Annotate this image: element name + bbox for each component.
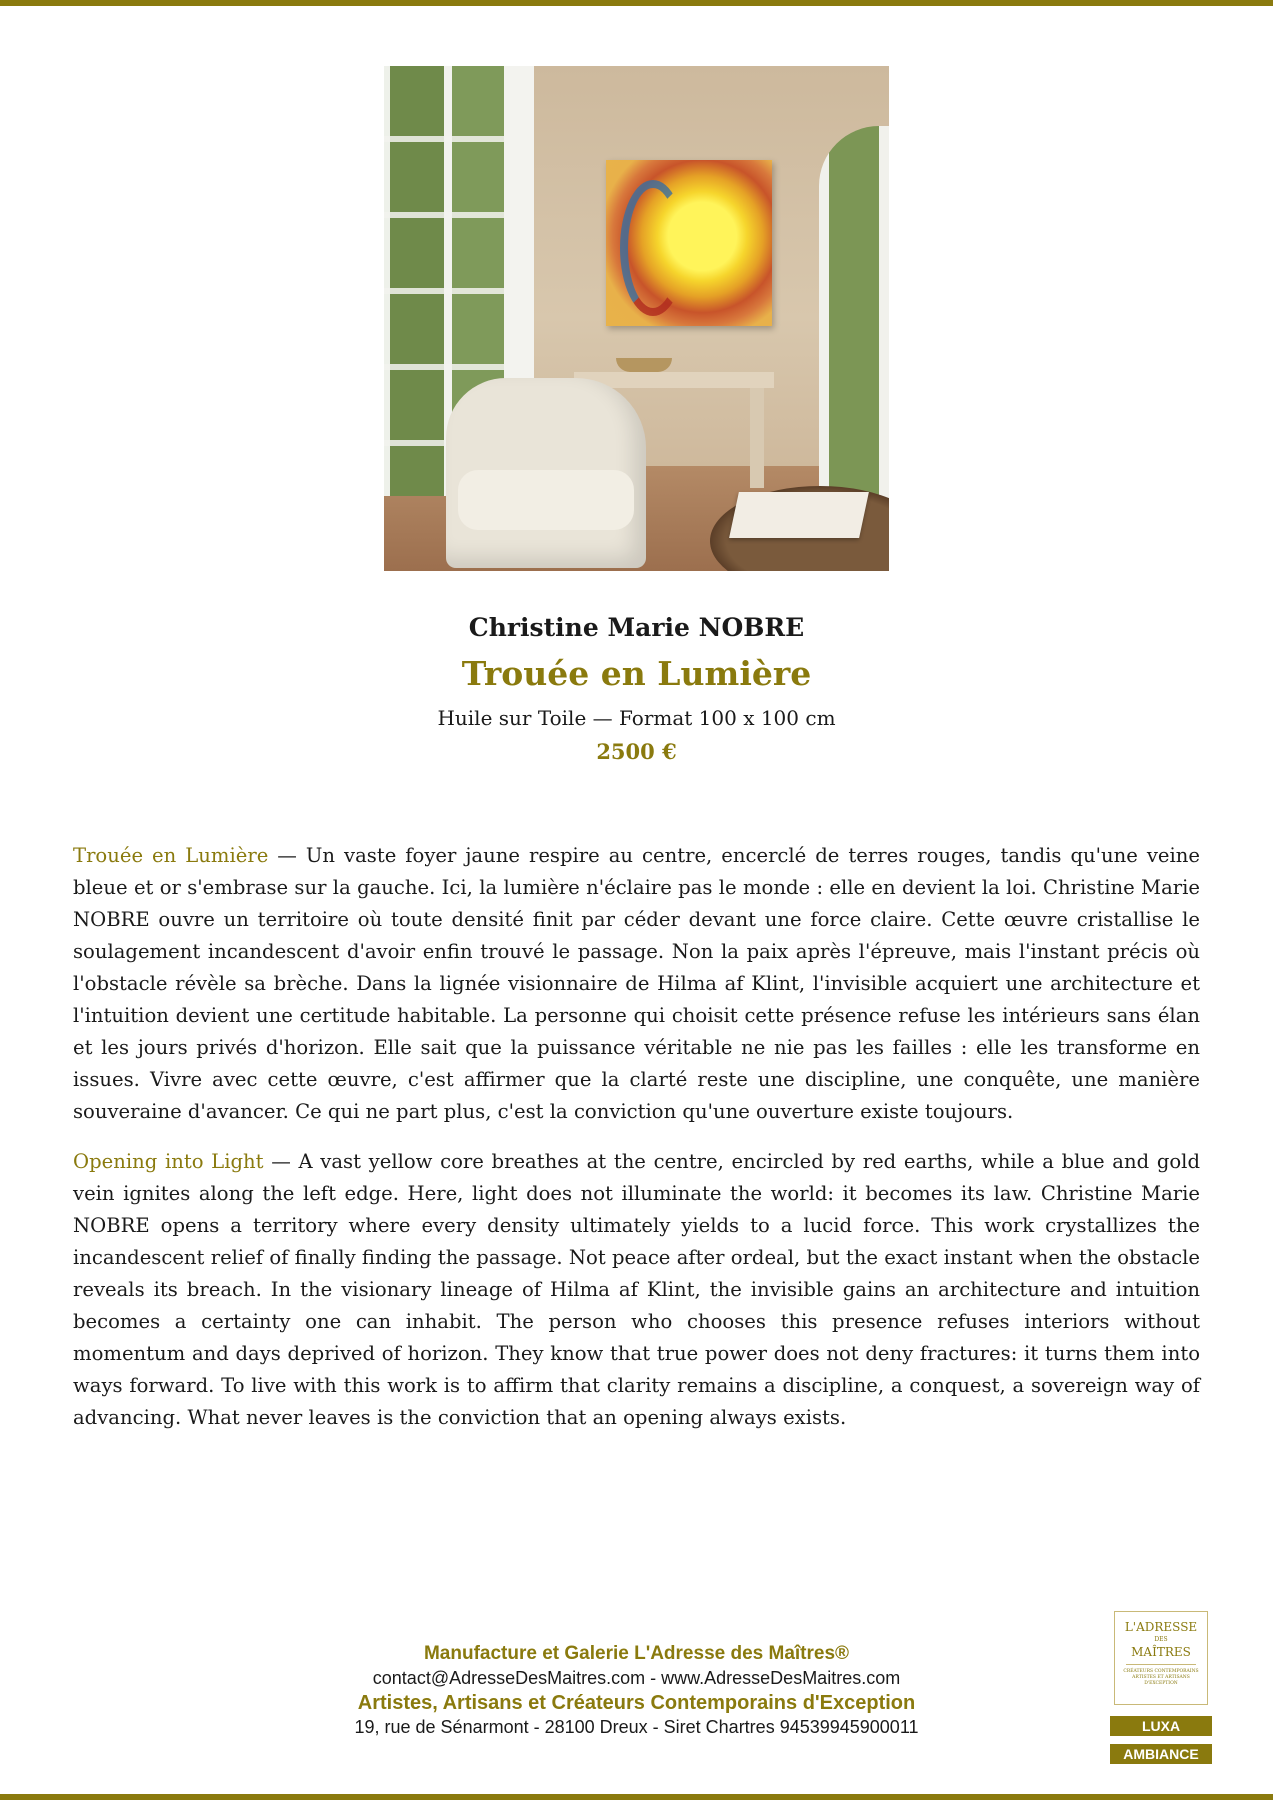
description-fr (73, 840, 1200, 1128)
bottom-accent-bar (0, 1794, 1273, 1800)
photo-open-book (729, 492, 869, 538)
artwork-title: Trouée en Lumière (461, 654, 812, 693)
description-en (73, 1146, 1200, 1434)
description-en-text: — A vast yellow core breathes at the centre, encircled by red earths, while a blue and gold vein ignites along the left edge. Here, light does not illuminate the world: it becomes its law. Christine Marie NOBRE opens a territory where every density ultimately yields to a lucid force. This work crystallizes the incandescent relief of finally finding the passage. Not peace after ordeal, but the exact instant when the obstacle reveals its breach. In the visionary lineage of Hilma af Klint, the invisible gains an architecture and intuition becomes a certainty one can inhabit. The person who chooses this presence refuses interiors without momentum and days deprived of horizon. They know that true power does not deny fractures: it turns them into ways forward. To live with this work is to affirm that clarity remains a discipline, a conquest, a sovereign way of advancing. What never leaves is the conviction that an opening always exists. (73, 1150, 1200, 1429)
description-en-lead: Opening into Light (73, 1150, 264, 1173)
photo-console-leg (750, 388, 764, 488)
logo-line1: L'ADRESSE (1124, 1620, 1198, 1634)
artwork-medium: Huile sur Toile — Format 100 x 100 cm (437, 706, 836, 730)
footer-company: Manufacture et Galerie L'Adresse des Maîtres® (423, 1643, 850, 1664)
gallery-logo (1114, 1611, 1208, 1705)
artwork-price: 2500 € (596, 739, 677, 764)
description-fr-text: — Un vaste foyer jaune respire au centre, encerclé de terres rouges, tandis qu'une veine bleue et or s'embrase sur la gauche. Ici, la lumière n'éclaire pas le monde : elle en devient la loi. Christine Marie NOBRE ouvre un territoire où toute densité finit par céder devant une force claire. Cette œuvre cristallise le soulagement incandescent d'avoir enfin trouvé le passage. Non la paix après l'épreuve, mais l'instant précis où l'obstacle révèle sa brèche. Dans la lignée visionnaire de Hilma af Klint, l'invisible acquiert une architecture et l'intuition devient une certitude habitable. La personne qui choisit cette présence refuse les intérieurs sans élan et les jours privés d'horizon. Elle sait que la puissance véritable ne nie pas les failles : elle les transforme en issues. Vivre avec cette œuvre, c'est affirmer que la clarté reste une discipline, une conquête, une manière souveraine d'avancer. Ce qui ne part plus, c'est la conviction qu'une ouverture existe toujours. (73, 844, 1201, 1123)
logo-divider (1126, 1664, 1196, 1665)
ambiance-badge: AMBIANCE (1110, 1744, 1212, 1764)
photo-fruit-bowl (616, 358, 672, 372)
photo-armchair (446, 378, 646, 568)
logo-subtitle: CRÉATEURS CONTEMPORAINS ARTISTES ET ARTISANS D'EXCEPTION (1123, 1669, 1199, 1686)
photo-painting (606, 160, 772, 326)
footer-address: 19, rue de Sénarmont - 28100 Dreux - Siret Chartres 94539945900011 (354, 1717, 919, 1737)
artwork-room-photo (384, 66, 889, 571)
top-accent-bar (0, 0, 1273, 6)
footer-tagline: Artistes, Artisans et Créateurs Contemporains d'Exception (357, 1692, 916, 1714)
logo-line3: MAÎTRES (1131, 1645, 1191, 1659)
description-fr-lead: Trouée en Lumière (73, 844, 269, 867)
luxa-badge: LUXA (1110, 1716, 1212, 1736)
photo-open-door-right (819, 126, 889, 506)
logo-line2: DES (1154, 1636, 1168, 1643)
footer-contact: contact@AdresseDesMaitres.com - www.AdresseDesMaitres.com (372, 1668, 901, 1688)
artist-name: Christine Marie NOBRE (468, 613, 805, 642)
footer (0, 1643, 1273, 1741)
